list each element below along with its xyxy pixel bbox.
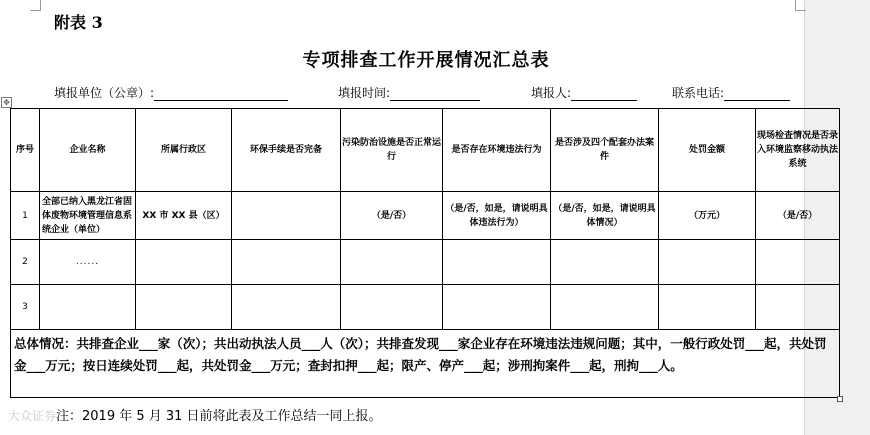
- violation-cell[interactable]: [443, 240, 551, 285]
- unit-blank-line[interactable]: [154, 88, 288, 101]
- appendix-label: 附表 3: [54, 13, 103, 32]
- time-blank-line[interactable]: [390, 88, 480, 101]
- table-row: [11, 240, 840, 285]
- fine-cell[interactable]: （万元）: [659, 192, 756, 240]
- person-field[interactable]: [531, 84, 637, 101]
- footer-note: 注：2019 年 5 月 31 日前将此表及工作总结一同上报。: [56, 409, 382, 424]
- facilities-cell[interactable]: （是/否）: [341, 192, 443, 240]
- cases-cell[interactable]: [551, 285, 659, 330]
- header-cell-company: 企业名称: [40, 109, 136, 192]
- cases-cell[interactable]: （是/否，如是，请说明具体情况）: [551, 192, 659, 240]
- summary-text[interactable]: 总体情况：共排查企业___家（次）；共出动执法人员___人（次）；共排查发现___家企业存在环境违法违规问题；其中，一般行政处罚___起，共处罚金___万元；按日连续处罚___起，共处罚金___万元；查封扣押___起；限产、停产___起；涉刑拘案件___起，刑拘___人。: [11, 330, 840, 398]
- unit-label: 填报单位（公章）:: [54, 86, 155, 100]
- table-row: [11, 192, 840, 240]
- violation-cell[interactable]: （是/否，如是，请说明具体违法行为）: [443, 192, 551, 240]
- person-label: 填报人:: [531, 86, 572, 100]
- header-cell-system: 现场检查情况是否录入环境监察移动执法系统: [756, 109, 840, 192]
- time-field[interactable]: [338, 84, 480, 101]
- summary-row: [11, 330, 840, 398]
- table-row: [11, 285, 840, 330]
- phone-field[interactable]: [672, 84, 790, 101]
- district-cell[interactable]: XX 市 XX 县（区）: [136, 192, 232, 240]
- system-cell[interactable]: [756, 240, 840, 285]
- table-resize-handle[interactable]: [837, 396, 843, 402]
- violation-cell[interactable]: [443, 285, 551, 330]
- system-cell[interactable]: （是/否）: [756, 192, 840, 240]
- company-cell[interactable]: 全部已纳入黑龙江省固体废物环境管理信息系统企业（单位）: [40, 192, 136, 240]
- facilities-cell[interactable]: [341, 240, 443, 285]
- phone-label: 联系电话:: [672, 86, 725, 100]
- header-cell-fine: 处罚金额: [659, 109, 756, 192]
- phone-blank-line[interactable]: [724, 88, 790, 101]
- header-cell-procedures: 环保手续是否完备: [232, 109, 341, 192]
- company-cell[interactable]: ......: [40, 240, 136, 285]
- fine-cell[interactable]: [659, 240, 756, 285]
- header-cell-facilities: 污染防治设施是否正常运行: [341, 109, 443, 192]
- summary-table: [10, 108, 840, 398]
- cases-cell[interactable]: [551, 240, 659, 285]
- header-cell-district: 所属行政区: [136, 109, 232, 192]
- district-cell[interactable]: [136, 240, 232, 285]
- table-header-row: [11, 109, 840, 192]
- row-number: 2: [11, 240, 40, 285]
- header-cell-cases: 是否涉及四个配套办法案件: [551, 109, 659, 192]
- procedures-cell[interactable]: [232, 192, 341, 240]
- unit-field[interactable]: [54, 84, 288, 101]
- header-cell-number: 序号: [11, 109, 40, 192]
- time-label: 填报时间:: [338, 86, 391, 100]
- form-title: 专项排查工作开展情况汇总表: [302, 50, 550, 71]
- procedures-cell[interactable]: [232, 240, 341, 285]
- margin-corner-mark-right: [795, 0, 806, 11]
- facilities-cell[interactable]: [341, 285, 443, 330]
- district-cell[interactable]: [136, 285, 232, 330]
- fine-cell[interactable]: [659, 285, 756, 330]
- margin-corner-mark-left: [30, 0, 41, 11]
- person-blank-line[interactable]: [571, 88, 637, 101]
- procedures-cell[interactable]: [232, 285, 341, 330]
- system-cell[interactable]: [756, 285, 840, 330]
- table-move-handle-icon[interactable]: ✥: [1, 97, 12, 108]
- row-number: 1: [11, 192, 40, 240]
- header-cell-violation: 是否存在环境违法行为: [443, 109, 551, 192]
- company-cell[interactable]: [40, 285, 136, 330]
- row-number: 3: [11, 285, 40, 330]
- watermark-logo: 大众证券: [8, 409, 57, 423]
